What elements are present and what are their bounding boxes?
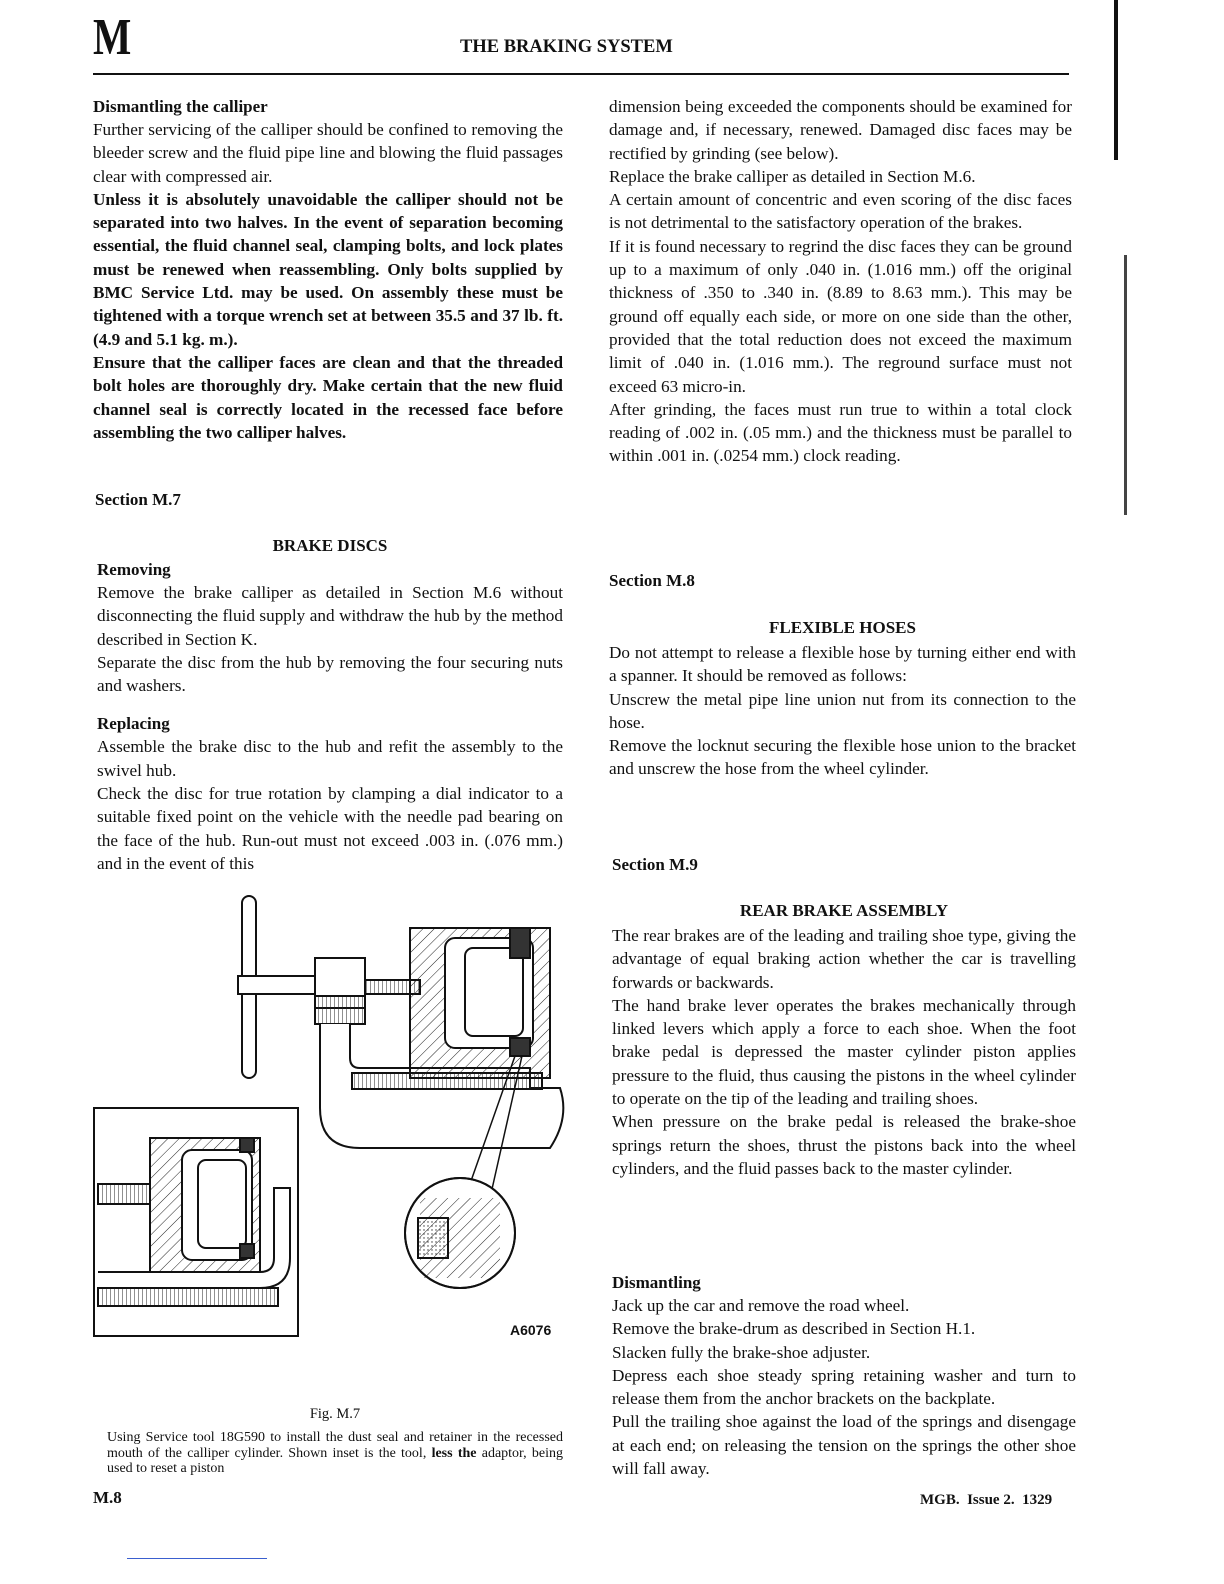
paragraph: Check the disc for true rotation by clamping a dial indicator to a suitable fixed point on the vehicle with the needle pad bearing on the face of the hub. Run-out must not exceed .003 in. (.076 mm.) and in the event of this <box>97 784 563 873</box>
paragraph: Remove the brake calliper as detailed in Section M.6 without disconnecting the fluid supply and withdraw the hub by the method described in Section K. <box>97 583 563 649</box>
paragraph: Assemble the brake disc to the hub and refit the assembly to the swivel hub. <box>97 737 563 780</box>
paragraph: Replace the brake calliper as detailed in Section M.6. <box>609 166 976 186</box>
page-number: M.8 <box>93 1488 122 1507</box>
right-column-top <box>609 95 1072 468</box>
figure-illustration <box>90 888 570 1348</box>
paragraph: Unscrew the metal pipe line union nut from its connection to the hose. <box>609 689 1076 732</box>
bottom-link-line <box>127 1558 267 1559</box>
page-edge-bar <box>1124 255 1127 515</box>
caption-bold: less the <box>431 1445 477 1461</box>
paragraph: Jack up the car and remove the road wheel. <box>612 1296 910 1315</box>
caption-text-end: adaptor, being used to reset a piston <box>107 1445 563 1476</box>
left-column-discs <box>97 559 563 875</box>
paragraph: Separate the disc from the hub by removing the four securing nuts and washers. <box>97 652 563 696</box>
paragraph: After grinding, the faces must run true to within a total clock reading of .002 in. (.05 mm.) and the thickness must be parallel to within .001 in. (.0254 mm.) clock reading. <box>609 399 1072 466</box>
section-title: FLEXIBLE HOSES <box>769 618 916 637</box>
section-heading: Dismantling the calliper <box>93 97 268 116</box>
section-number: Section M.7 <box>95 490 181 509</box>
right-column-rear <box>612 924 1076 1180</box>
section-title: BRAKE DISCS <box>272 536 388 555</box>
paragraph: If it is found necessary to regrind the disc faces they can be ground up to a maximum of only .040 in. (1.016 mm.) off the original thickness of .350 to .340 in. (8.89 to 8.63 mm.). This may be ground off equally each side, or more on one side than the other, provided that the total reduction does not exceed the maximum limit of .040 in. (1.016 mm.). The reground surface must not exceed 63 micro-in. <box>609 236 1072 396</box>
issue-label: MGB. Issue 2. 1329 <box>920 1492 1053 1508</box>
paragraph: Depress each shoe steady spring retaining washer and turn to release them from the anchor brackets on the backplate. <box>612 1365 1076 1409</box>
left-column-top <box>93 96 563 444</box>
figure-caption <box>107 1430 563 1477</box>
figure-code: A6076 <box>510 1322 552 1338</box>
paragraph: Remove the brake-drum as described in Section H.1. <box>612 1319 976 1339</box>
section-number: Section M.9 <box>612 855 698 874</box>
chapter-letter: M <box>93 9 132 66</box>
paragraph: Slacken fully the brake-shoe adjuster. <box>612 1342 871 1362</box>
right-column-dismantling <box>612 1272 1076 1480</box>
header-rule <box>93 73 1069 75</box>
section-title: REAR BRAKE ASSEMBLY <box>739 901 949 920</box>
paragraph: When pressure on the brake pedal is released the brake-shoe springs return the shoes, thrust the pistons back into the wheel cylinders, and the fluid passes back to the master cylinder. <box>612 1112 1076 1178</box>
figure-label: Fig. M.7 <box>309 1406 361 1422</box>
sub-heading: Replacing <box>97 714 170 734</box>
paragraph: A certain amount of concentric and even scoring of the disc faces is not detrimental to the satisfactory operation of the brakes. <box>609 190 1072 233</box>
paragraph: dimension being exceeded the components should be examined for damage and, if necessary, renewed. Damaged disc faces may be rectified by grinding (see below). <box>609 97 1072 163</box>
paragraph: Remove the locknut securing the flexible hose union to the bracket and unscrew the hose from the wheel cylinder. <box>609 736 1076 779</box>
paragraph: Do not attempt to release a flexible hose by turning either end with a spanner. It should be removed as follows: <box>609 643 1076 686</box>
warning-paragraph: Unless it is absolutely unavoidable the calliper should not be separated into two halves. In the event of separation becoming essential, the fluid channel seal, clamping bolts, and lock plates must be renewed when reassembling. Only bolts supplied by BMC Service Ltd. may be used. On assembly these must be tightened with a torque wrench set at between 35.5 and 37 lb. ft. (4.9 and 5.1 kg. m.). <box>93 189 563 349</box>
sub-heading: Removing <box>97 560 171 579</box>
paragraph: Further servicing of the calliper should be confined to removing the bleeder screw and the fluid pipe line and blowing the fluid passages clear with compressed air. <box>93 120 563 186</box>
caption-text: Using Service tool 18G590 to install the dust seal and retainer in the recessed mouth of the calliper cylinder. Shown inset is the tool, <box>107 1430 563 1461</box>
page-title: THE BRAKING SYSTEM <box>460 37 673 57</box>
paragraph: The hand brake lever operates the brakes mechanically through linked levers which apply a force to each shoe. When the foot brake pedal is depressed the master cylinder piston applies pressure to the fluid, thus causing the pistons in the wheel cylinder to operate on the tip of the leading and trailing shoes. <box>612 995 1076 1109</box>
warning-paragraph: Ensure that the calliper faces are clean and that the threaded bolt holes are thoroughly dry. Make certain that the new fluid channel seal is correctly located in the recessed face before assembling the two calliper halves. <box>93 352 563 442</box>
section-number: Section M.8 <box>609 571 695 590</box>
paragraph: Pull the trailing shoe against the load of the springs and disengage at each end; on releasing the tension on the springs the other shoe will fall away. <box>612 1412 1076 1479</box>
paragraph: The rear brakes are of the leading and trailing shoe type, giving the advantage of equal braking action whether the car is travelling forwards or backwards. <box>612 926 1076 992</box>
page-edge-bar <box>1114 0 1118 160</box>
sub-heading: Dismantling <box>612 1273 701 1292</box>
right-column-hoses <box>609 641 1076 781</box>
